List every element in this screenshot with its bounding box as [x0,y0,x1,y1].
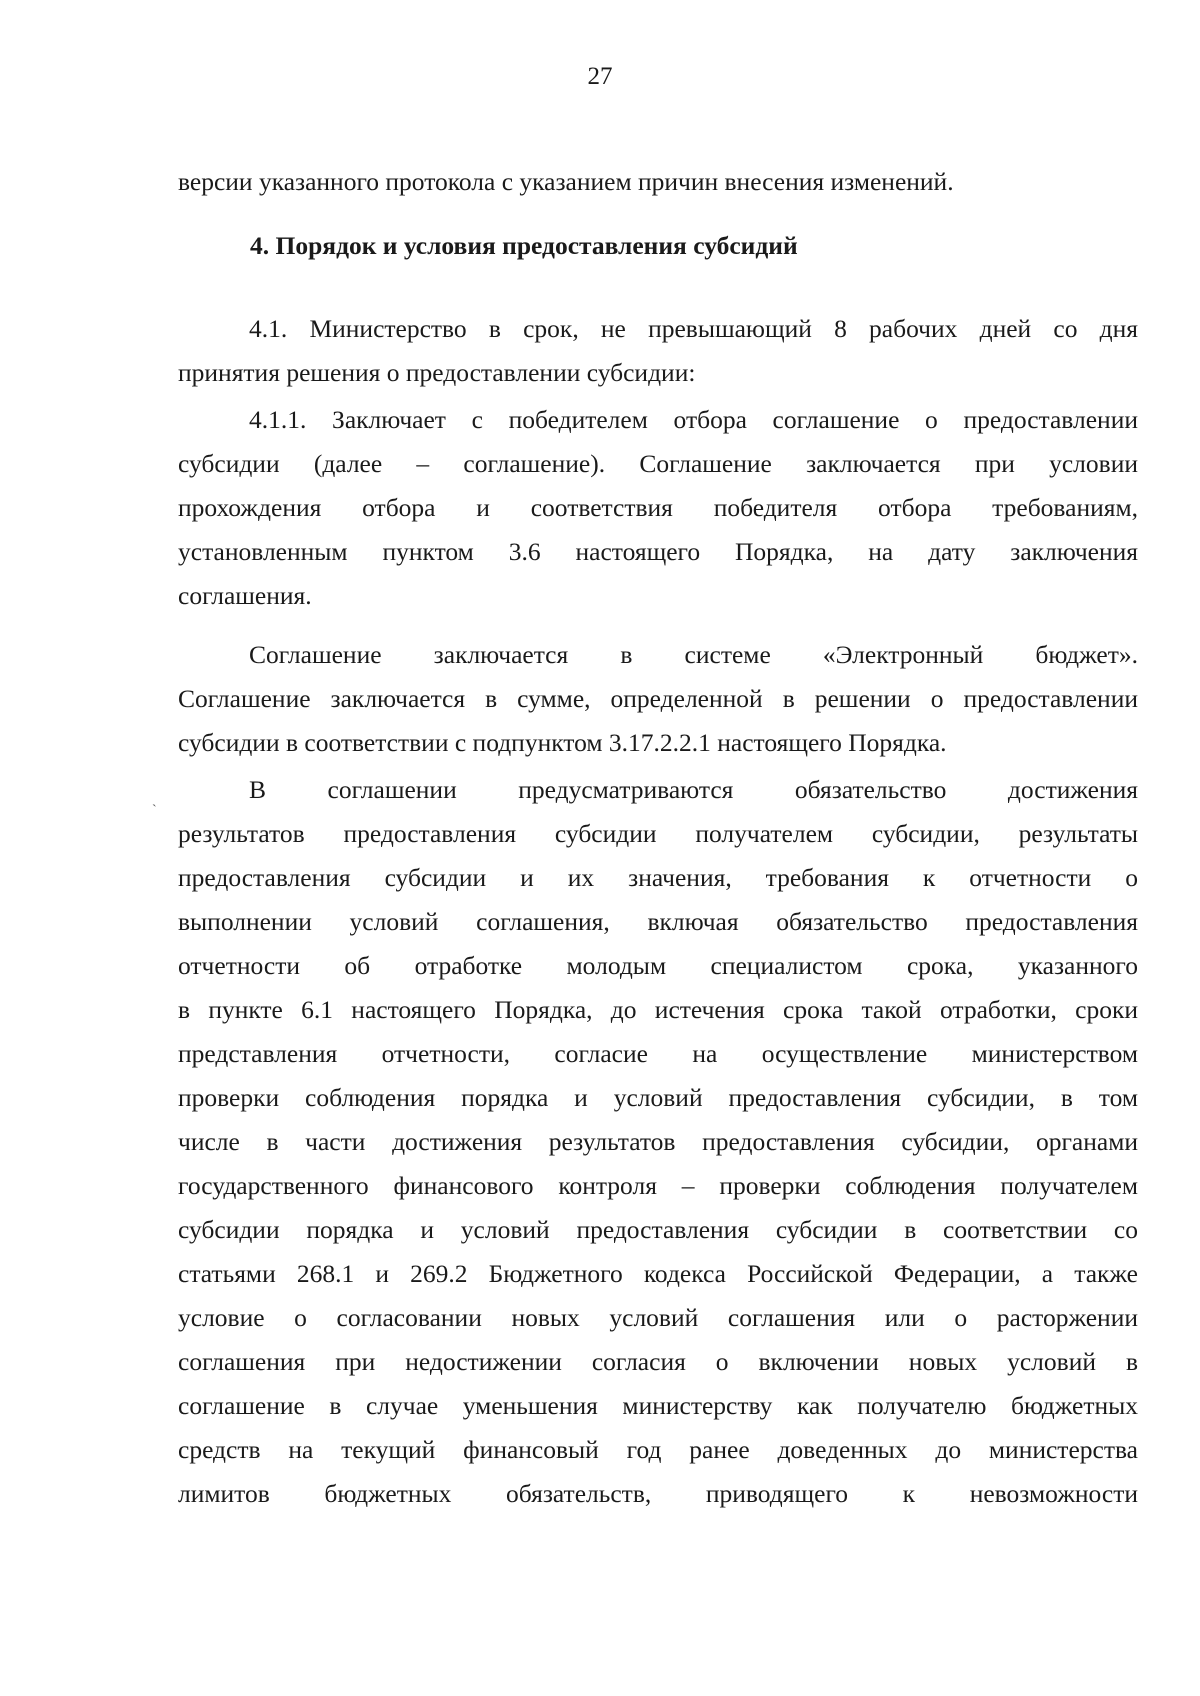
text-line: числе в части достижения результатов предоставления субсидии, органами [178,1127,1138,1156]
text-line: соглашения при недостижении согласия о включении новых условий в [178,1347,1138,1376]
text-line: отчетности об отработке молодым специалистом срока, указанного [178,951,1138,980]
text-line: соглашения. [178,581,312,610]
text-line: субсидии порядка и условий предоставления субсидии в соответствии со [178,1215,1138,1244]
paragraph-4-1-1 [178,398,1138,618]
text-line: Соглашение заключается в системе «Электронный бюджет». [249,640,1138,669]
text-line: 4.1. Министерство в срок, не превышающий 8 рабочих дней со дня [249,314,1138,343]
text-line: соглашение в случае уменьшения министерству как получателю бюджетных [178,1391,1138,1420]
text-line: В соглашении предусматриваются обязательство достижения [249,775,1138,804]
page-number: 27 [587,63,613,90]
text-line: прохождения отбора и соответствия победителя отбора требованиям, [178,493,1138,522]
text-line: Соглашение заключается в сумме, определенной в решении о предоставлении [178,684,1138,713]
text-line: представления отчетности, согласие на осуществление министерством [178,1039,1138,1068]
text-line: лимитов бюджетных обязательств, приводящего к невозможности [178,1479,1138,1508]
text-line: установленным пунктом 3.6 настоящего Порядка, на дату заключения [178,537,1138,566]
text-line: субсидии (далее – соглашение). Соглашение заключается при условии [178,449,1138,478]
text-line: в пункте 6.1 настоящего Порядка, до истечения срока такой отработки, сроки [178,995,1138,1024]
text-line: проверки соблюдения порядка и условий предоставления субсидии, в том [178,1083,1138,1112]
text-line: государственного финансового контроля – проверки соблюдения получателем [178,1171,1138,1200]
text-line: предоставления субсидии и их значения, требования к отчетности о [178,863,1138,892]
text-line: статьями 268.1 и 269.2 Бюджетного кодекса Российской Федерации, а также [178,1259,1138,1288]
paragraph-agreement-system [178,633,1138,765]
paragraph-agreement-terms [178,768,1138,1516]
text-line: версии указанного протокола с указанием причин внесения изменений. [178,167,954,196]
text-line: принятия решения о предоставлении субсидии: [178,358,696,387]
text-line: выполнении условий соглашения, включая обязательство предоставления [178,907,1138,936]
paragraph-4-1 [178,307,1138,395]
text-line: условие о согласовании новых условий соглашения или о расторжении [178,1303,1138,1332]
section-heading: 4. Порядок и условия предоставления субсидий [250,231,798,260]
continuation-text [178,160,1138,204]
text-line: средств на текущий финансовый год ранее доведенных до министерства [178,1435,1138,1464]
text-line: субсидии в соответствии с подпунктом 3.17.2.2.1 настоящего Порядка. [178,728,947,757]
scan-speck: ` [152,803,157,818]
text-line: 4.1.1. Заключает с победителем отбора соглашение о предоставлении [249,405,1138,434]
text-line: результатов предоставления субсидии получателем субсидии, результаты [178,819,1138,848]
